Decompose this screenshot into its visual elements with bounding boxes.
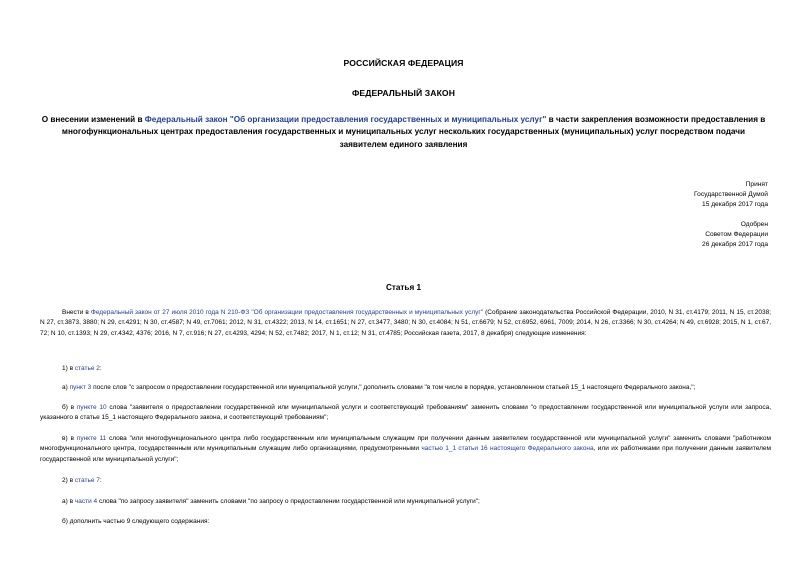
approval-line-1: Одобрен — [740, 221, 768, 228]
approval-line-2: Советом Федерации — [705, 231, 768, 239]
subject-law-link[interactable]: Федеральный закон "Об организации предоставления государственных и муниципальных услуг" — [144, 115, 547, 124]
point-3-link[interactable]: пункт 3 — [69, 384, 92, 391]
item-1a-paragraph: а) пункт 3 после слов "с запросом о предоставлении государственной или муниципальной услуги," дополнить словами "в том числе в порядке, установленном статьей 15_1 настоящего Федерального закона,"; — [62, 384, 696, 391]
country-heading: РОССИЙСКАЯ ФЕДЕРАЦИЯ — [343, 58, 464, 68]
point-11-link[interactable]: пункте 11 — [76, 435, 107, 442]
approval-line-3: 26 декабря 2017 года — [702, 241, 768, 249]
law-210-fz-link[interactable]: Федеральный закон от 27 июля 2010 года N 210-ФЗ "Об организации предоставления государственных и муниципальных услуг" — [90, 309, 484, 316]
item-1b-paragraph: б) в пункте 10 слова "заявителя о предоставлении государственной или муниципальной услуги и соответствующий требованиям" заменить словами "о предоставлении государственной или муниципальной услуги или запроса, указанного в статье 15_1 настоящего Федерального закона, и соответствующий требованиям"; — [40, 404, 771, 422]
law-subject-title — [40, 114, 767, 151]
adoption-line-3: 15 декабря 2017 года — [702, 201, 768, 209]
item-1v-paragraph: в) в пункте 11 слова "или многофункционального центра либо государственным или муниципальным служащим при получении данным заявителем государственной или муниципальной услуги" заменить словами "работником многофункционального центра, государственным или муниципальным служащим либо организациями, предусмотренными частью 1_1 статьи 16 настоящего Федерального закона, или их работниками при получении данным заявителем государственной или муниципальной услуги"; — [40, 435, 771, 463]
subject-suffix: в части закрепления возможности предоставления в многофункциональных центрах предоставления государственных и муниципальных услуг нескольких государственных (муниципальных) услуг посредством подачи заявителем единого заявления — [61, 115, 766, 149]
adoption-line-1: Принят — [745, 181, 768, 188]
article-7-link[interactable]: статье 7 — [74, 477, 100, 484]
approval-block — [568, 220, 768, 251]
item-2-paragraph: 2) в статье 7: — [62, 477, 102, 484]
part-4-link[interactable]: части 4 — [74, 498, 98, 505]
part-1-1-article-16-link[interactable]: частью 1_1 статьи 16 настоящего Федерального закона — [421, 445, 594, 453]
article-title: Статья 1 — [385, 283, 422, 292]
adoption-block — [568, 180, 768, 211]
doc-type-heading: ФЕДЕРАЛЬНЫЙ ЗАКОН — [351, 88, 456, 98]
point-10-link[interactable]: пункте 10 — [76, 404, 107, 411]
item-2a-paragraph: а) в части 4 слова "по запросу заявителя" заменить словами "по запросу о предоставлении государственной или муниципальной услуги"; — [62, 498, 480, 505]
adoption-line-2: Государственной Думой — [694, 191, 768, 199]
subject-prefix: О внесении изменений в — [41, 115, 145, 124]
item-1-paragraph: 1) в статье 2: — [62, 365, 102, 372]
article-intro-paragraph: Внести в Федеральный закон от 27 июля 2010 года N 210-ФЗ "Об организации предоставления государственных и муниципальных услуг" (Собрание законодательства Российской Федерации, 2010, N 31, ст.4179; 2011, N 15, ст.2038; N 27, ст.3873, 3880; N 29, ст.4291; N 30, ст.4587; N 49, ст.7061; 2012, N 31, ст.4322; 2013, N 14, ст.1651; N 27, ст.3477, 3480; N 30, ст.4084; N 51, ст.6679; N 52, ст.6952, 6961, 7009; 2014, N 26, ст.3366; N 30, ст.4264; N 49, ст.6928; 2015, N 1, ст.67, 72; N 10, ст.1393; N 29, ст.4342, 4376; 2016, N 7, ст.916; N 27, ст.4293, 4294; N 52, ст.7482; 2017, N 1, ст.12; N 31, ст.4785; Российская газета, 2017, 8 декабря) следующие изменения: — [40, 309, 772, 337]
item-2b-paragraph: б) дополнить частью 9 следующего содержания: — [62, 518, 210, 525]
article-2-link[interactable]: статье 2 — [74, 365, 100, 372]
